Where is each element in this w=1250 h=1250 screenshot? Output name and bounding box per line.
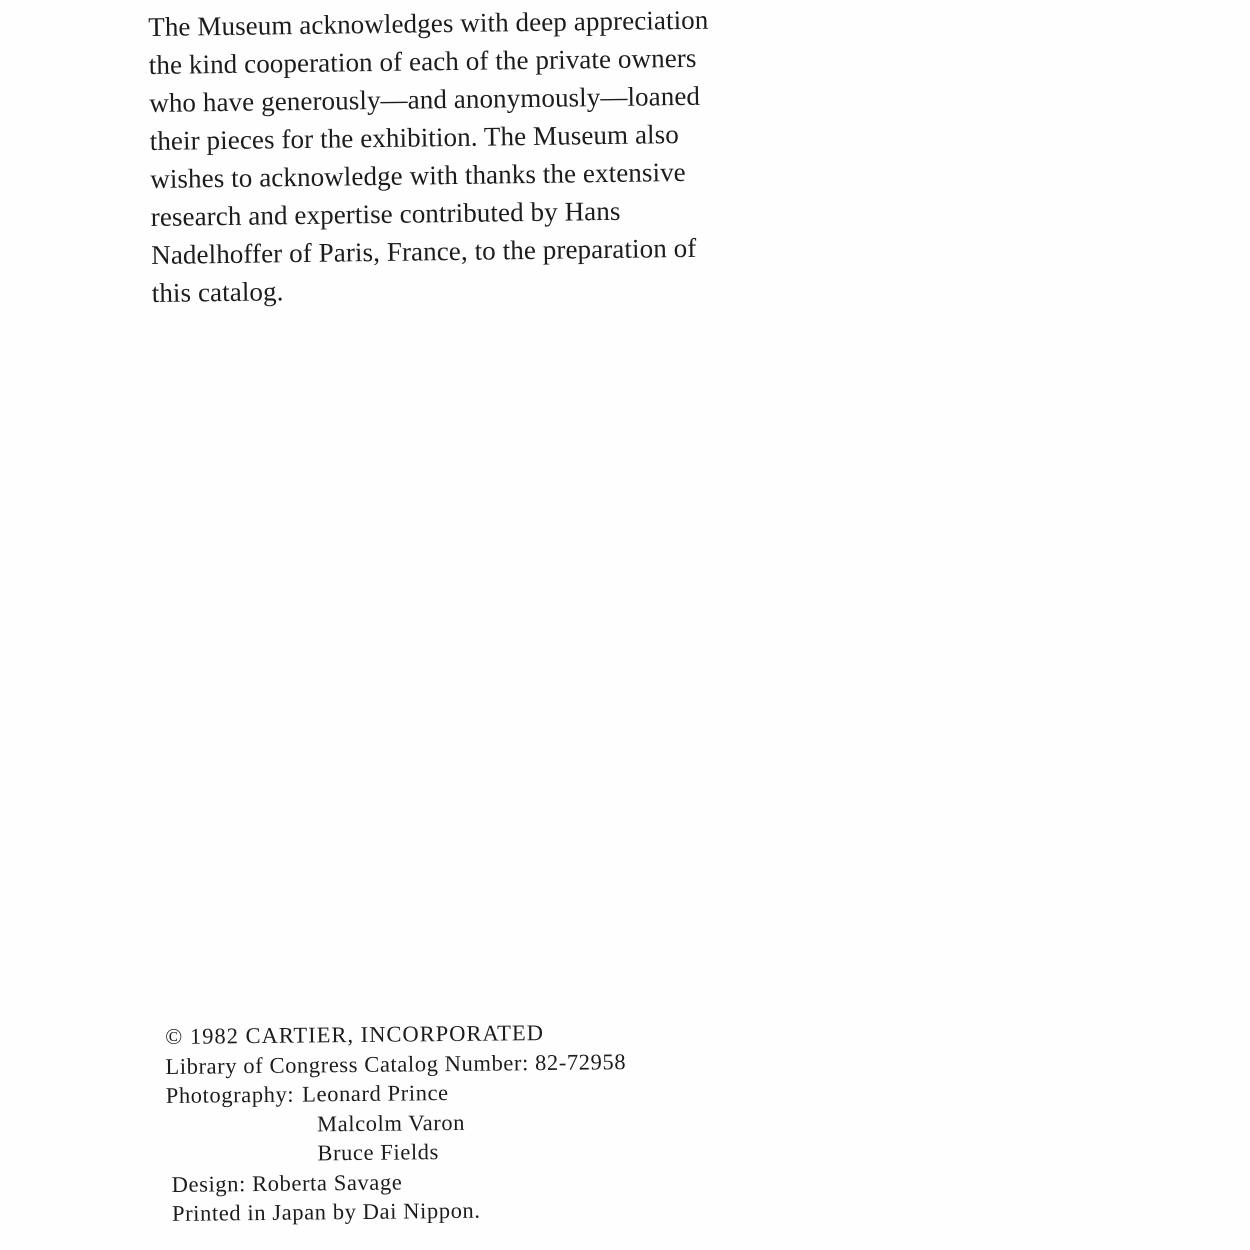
catalog-number: Library of Congress Catalog Number: 82-72958 — [165, 1048, 627, 1079]
acknowledgment-line: Nadelhoffer of Paris, France, to the preparation of — [151, 232, 697, 270]
colophon — [165, 1016, 727, 1228]
photographer-name: Bruce Fields — [317, 1139, 440, 1166]
photographer-name: Malcolm Varon — [316, 1109, 466, 1136]
acknowledgment-line: wishes to acknowledge with thanks the extensive — [150, 156, 686, 194]
copyright-notice: © 1982 CARTIER, INCORPORATED — [165, 1020, 545, 1049]
acknowledgment-line: research and expertise contributed by Hans — [150, 195, 621, 232]
design-credit: Design: Roberta Savage — [171, 1169, 403, 1197]
photographer-name: Leonard Prince — [302, 1080, 449, 1107]
printer-credit: Printed in Japan by Dai Nippon. — [171, 1197, 481, 1226]
acknowledgment-line: The Museum acknowledges with deep appreciation — [148, 4, 709, 42]
acknowledgment-line: this catalog. — [151, 276, 284, 308]
acknowledgment-line: the kind cooperation of each of the private owners — [148, 42, 697, 80]
photography-label: Photography: — [165, 1081, 295, 1108]
acknowledgment-paragraph — [148, 0, 792, 312]
acknowledgment-line: their pieces for the exhibition. The Museum also — [149, 119, 680, 156]
acknowledgment-line: who have generously—and anonymously—loaned — [149, 80, 701, 118]
